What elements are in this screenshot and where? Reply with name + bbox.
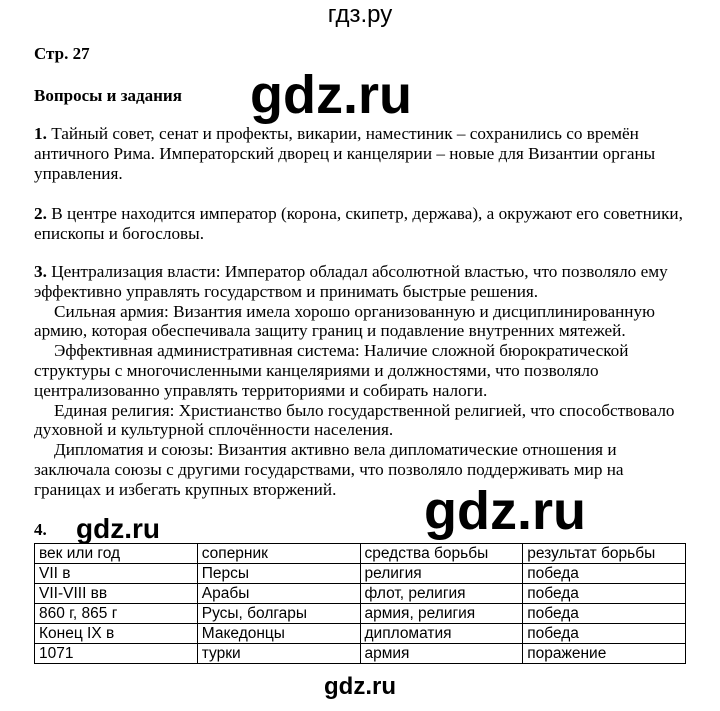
table-cell: Русы, болгары: [197, 604, 360, 624]
table-cell: дипломатия: [360, 624, 523, 644]
table-cell: поражение: [523, 644, 686, 664]
answer-1: [34, 124, 694, 183]
header-cell-result: результат борьбы: [523, 544, 686, 564]
table-cell: Македонцы: [197, 624, 360, 644]
watermark-small: gdz.ru: [76, 513, 160, 544]
table-cell: победа: [523, 564, 686, 584]
answer-1-text: Тайный совет, сенат и профекты, викарии, наместиник – сохранились со времён античного Рима. Императорский дворец и канцелярии – новые для Византии органы управления.: [34, 124, 656, 183]
answer-2-number: 2.: [34, 204, 47, 223]
table-row: [35, 564, 686, 584]
table-cell: флот, религия: [360, 584, 523, 604]
table-cell: 860 г, 865 г: [35, 604, 198, 624]
table-row: [35, 644, 686, 664]
site-header: гдз.ру: [327, 1, 393, 28]
table-row: [35, 584, 686, 604]
table-cell: победа: [523, 584, 686, 604]
table-cell: VII в: [35, 564, 198, 584]
answer-3: [34, 262, 694, 500]
table-cell: VII-VIII вв: [35, 584, 198, 604]
header-cell-period: век или год: [35, 544, 198, 564]
answer-3-diplomacy-paragraph: Дипломатия и союзы: Византия активно вела дипломатические отношения и заключала союзы с другими государствами, что позволяло поддерживать мир на границах и избегать крупных вторжений.: [34, 440, 624, 499]
header-cell-rival: соперник: [197, 544, 360, 564]
answer-4-number: 4.: [34, 520, 47, 539]
answer-3-administration-paragraph: Эффективная административная система: Наличие сложной бюрократической структуры с многочисленными канцеляриями и должностями, что позволяло централизованно управлять территориями и собирать налоги.: [34, 341, 629, 400]
table-row: [35, 624, 686, 644]
table-row: [35, 604, 686, 624]
answer-3-army-paragraph: Сильная армия: Византия имела хорошо организованную и дисциплинированную армию, которая обеспечивала защиту границ и подавление внутренних мятежей.: [34, 301, 655, 341]
table-cell: Арабы: [197, 584, 360, 604]
answer-3-religion-paragraph: Единая религия: Христианство было государственной религией, что способствовало духовной и культурной сплочённости населения.: [34, 400, 675, 440]
answer-2-text: В центре находится император (корона, скипетр, держава), а окружают его советники, епископы и богословы.: [34, 204, 683, 243]
answer-2: [34, 204, 694, 244]
watermark-main: gdz.ru: [250, 65, 412, 125]
table-cell: Конец IX в: [35, 624, 198, 644]
answer-1-number: 1.: [34, 124, 47, 143]
answer-3-first-paragraph: Централизация власти: Император обладал абсолютной властью, что позволяло ему эффективно управлять государством и принимать быстрые решения.: [34, 262, 668, 301]
watermark-mid: gdz.ru: [424, 481, 586, 541]
table-cell: победа: [523, 624, 686, 644]
watermark-footer: gdz.ru: [324, 673, 396, 700]
table-cell: турки: [197, 644, 360, 664]
struggle-table: [34, 543, 686, 664]
page-number: Стр. 27: [34, 44, 90, 63]
table-cell: победа: [523, 604, 686, 624]
answer-3-number: 3.: [34, 262, 47, 281]
table-cell: армия: [360, 644, 523, 664]
table-cell: армия, религия: [360, 604, 523, 624]
table-header-row: [35, 544, 686, 564]
table-cell: 1071: [35, 644, 198, 664]
table-cell: религия: [360, 564, 523, 584]
header-cell-means: средства борьбы: [360, 544, 523, 564]
section-title: Вопросы и задания: [34, 86, 182, 105]
table-cell: Персы: [197, 564, 360, 584]
